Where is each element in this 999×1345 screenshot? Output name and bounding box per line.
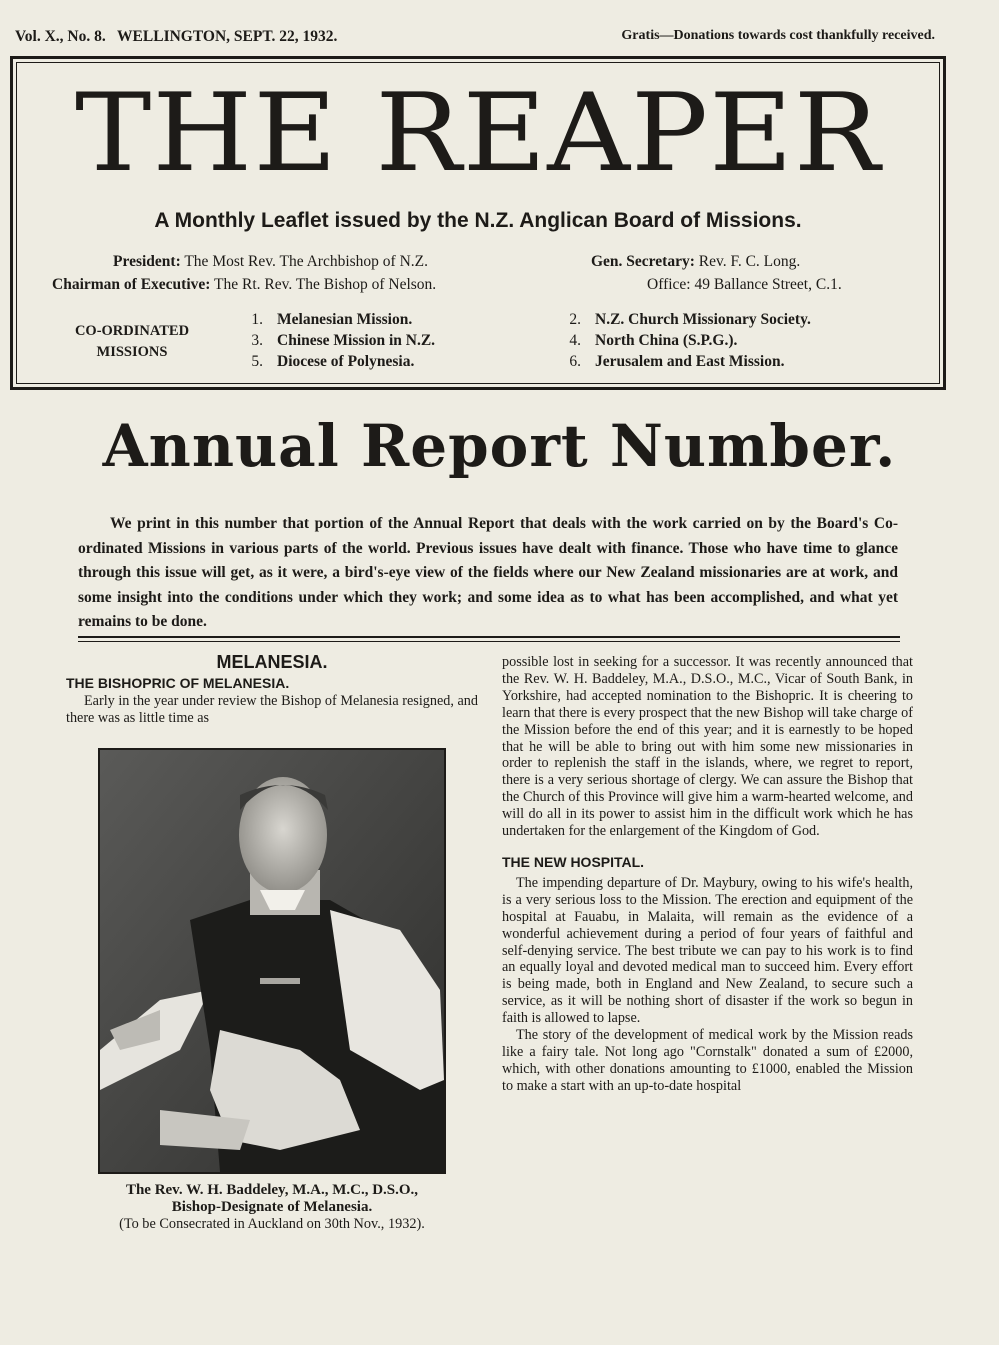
president-label: President: [113,253,181,270]
issue-info-line [15,28,935,50]
mission-number: 4. [569,332,581,349]
right-column [502,654,913,1095]
mission-number: 2. [569,311,581,328]
missions-list-left [227,309,435,372]
mission-number: 3. [251,332,263,349]
caption-consecration: (To be Consecrated in Auckland on 30th Nov., 1932). [119,1216,425,1232]
mission-item [227,330,435,351]
right-paragraph-1: possible lost in seeking for a successor. It was recently announced that the Rev. W. H. Baddeley, M.A., D.S.O., M.C., Vicar of South Bank, in Yorkshire, had accepted nomination to the Bishopric. It is cheering to learn that there is every prospect that the new Bishop will take charge of the Mission before the end of this year; and it is earnestly to be hoped that he will be able to bring out with him some new missionaries in order to replenish the staff in the islands, where, we regret to report, there is a very serious shortage of clergy. We can assure the Bishop that the Church of this Province will give him a warm-hearted welcome, and will do all in its power to assist him in the difficult work which he has undertaken for the enlargement of the Kingdom of God. [502,654,913,840]
missions-label-line-2: MISSIONS [96,344,168,360]
section-heading-melanesia: MELANESIA. [216,652,328,672]
secretary-label: Gen. Secretary: [591,253,695,270]
intro-paragraph: We print in this number that portion of the Annual Report that deals with the work carried on by the Board's Co-ordinated Missions in various parts of the world. Previous issues have dealt with finance. Those who have time to glance through this issue will get, as it were, a bird's-eye view of the fields where our New Zealand missionaries are at work, and some insight into the conditions under which they work; and some idea as to what has been accomplished, and what yet remains to be done. [78,515,898,630]
mission-item [227,351,435,372]
missions-list-right [545,309,811,372]
mission-item [545,309,811,330]
divider-rule-thin [78,641,900,642]
mission-item [545,351,811,372]
mission-item [545,330,811,351]
mission-item [227,309,435,330]
section-heading-new-hospital: THE NEW HOSPITAL. [502,853,645,870]
divider-rule [78,636,900,638]
subheading-bishopric: THE BISHOPRIC OF MELANESIA. [66,675,290,691]
portrait-image [100,750,444,1172]
caption-name: The Rev. W. H. Baddeley, M.A., M.C., D.S.O., [125,1182,419,1198]
right-paragraph-2: The impending departure of Dr. Maybury, owing to his wife's health, is a very serious loss to the Mission. The erection and equipment of the hospital at Fauabu, in Malaita, will remain as the evidence of a wonderful achievement during a period of four years of faithful and self-denying service. The best tribute we can pay to his work is to find an equally loyal and devoted medical man to succeed him. Every effort is being made, both in England and New Zealand, to secure such a service, as it will be nothing short of disaster if the work so begun in faith is allowed to lapse. [502,874,913,1027]
left-column [66,652,478,727]
caption-title: Bishop-Designate of Melanesia. [171,1199,373,1215]
mission-number: 6. [569,353,581,370]
chairman-label: Chairman of Executive: [52,276,211,293]
mission-name: Diocese of Polynesia. [277,353,415,370]
missions-label-line-1: CO-ORDINATED [74,323,190,339]
chairman-line [52,276,436,294]
gratis-note: Gratis—Donations towards cost thankfully received. [621,28,935,43]
coordinated-missions-label [67,321,197,363]
mission-name: Chinese Mission in N.Z. [277,332,436,349]
secretary-line [591,253,800,271]
mission-name: Melanesian Mission. [277,311,413,328]
annual-report-heading: Annual Report Number. [102,412,897,480]
masthead-box [10,56,946,390]
left-column-paragraph: Early in the year under review the Bishop of Melanesia resigned, and there was as little time as [66,693,478,726]
newspaper-title: THE REAPER [75,71,881,196]
volume-date: Vol. X., No. 8. WELLINGTON, SEPT. 22, 1932. [15,28,338,45]
secretary-name: Rev. F. C. Long. [698,253,801,270]
mission-number: 1. [251,311,263,328]
masthead-inner-border [16,62,940,384]
chairman-name: The Rt. Rev. The Bishop of Nelson. [214,276,437,293]
photo-caption [66,1182,478,1233]
mission-name: N.Z. Church Missionary Society. [595,311,811,328]
office-address: Office: 49 Ballance Street, C.1. [647,276,842,293]
president-line [113,253,428,271]
mission-number: 5. [251,353,263,370]
right-paragraph-3: The story of the development of medical work by the Mission reads like a fairy tale. Not long ago "Cornstalk" donated a sum of £2000, which, with other donations amounting to £1000, enabled the Mission to make a start with an up-to-date hospital [502,1027,913,1094]
president-name: The Most Rev. The Archbishop of N.Z. [184,253,429,270]
mission-name: Jerusalem and East Mission. [595,353,785,370]
newspaper-subtitle: A Monthly Leaflet issued by the N.Z. Anglican Board of Missions. [154,209,802,232]
mission-name: North China (S.P.G.). [595,332,738,349]
bishop-portrait-photo [98,748,446,1174]
